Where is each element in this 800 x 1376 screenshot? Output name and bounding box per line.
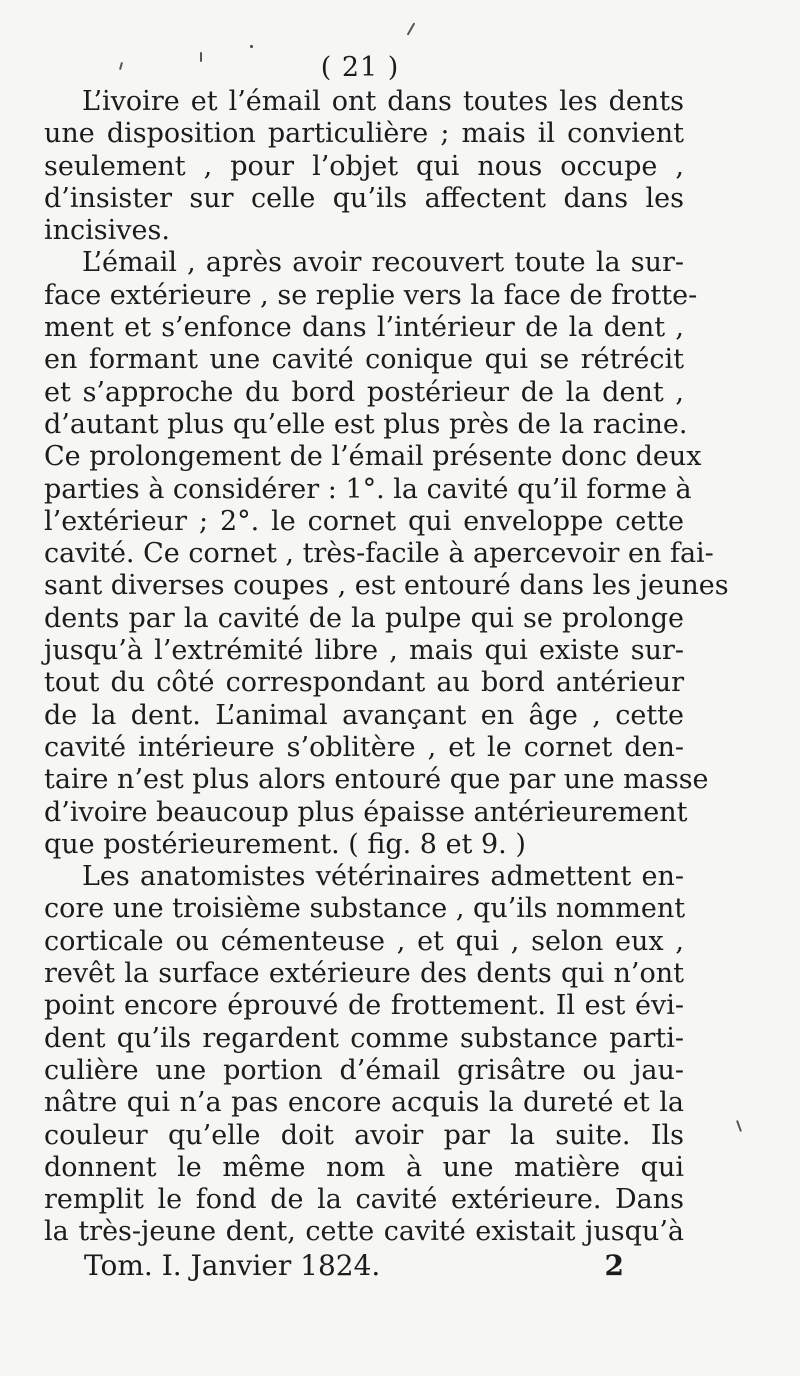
text-line: sant diverses coupes , est entouré dans les jeunes — [44, 570, 729, 602]
text-line: une disposition particulière ; mais il convient — [44, 118, 684, 150]
text-line: face extérieure , se replie vers la face de frotte- — [44, 279, 698, 311]
text-line: culière une portion d’émail grisâtre ou jau- — [44, 1054, 684, 1086]
text-line: d’autant plus qu’elle est plus près de la racine. — [44, 408, 688, 440]
signature-mark: 2 — [604, 1249, 624, 1282]
text-line: jusqu’à l’extrémité libre , mais qui existe sur- — [44, 635, 684, 667]
text-line: taire n’est plus alors entouré que par une masse — [44, 764, 709, 796]
text-line: L’ivoire et l’émail ont dans toutes les dents — [82, 86, 684, 117]
text-line: que postérieurement. ( fig. 8 et 9. ) — [44, 828, 526, 860]
text-line: dent qu’ils regardent comme substance parti- — [44, 1022, 684, 1054]
text-line: seulement , pour l’objet qui nous occupe , — [44, 150, 684, 182]
text-line: l’extérieur ; 2°. le cornet qui enveloppe cette — [44, 505, 684, 537]
page-number: ( 21 ) — [320, 52, 400, 83]
text-line: dents par la cavité de la pulpe qui se prolonge — [44, 602, 684, 634]
text-line: Les anatomistes vétérinaires admettent en- — [82, 861, 684, 893]
text-line: nâtre qui n’a pas encore acquis la dureté et la — [44, 1087, 684, 1119]
text-line: de la dent. L’animal avançant en âge , cette — [44, 699, 684, 731]
text-line: L’émail , après avoir recouvert toute la sur- — [82, 247, 684, 279]
text-line: revêt la surface extérieure des dents qui n’ont — [44, 958, 684, 990]
text-line: parties à considérer : 1°. la cavité qu’il forme à — [44, 473, 692, 505]
text-line: incisives. — [44, 215, 170, 247]
text-line: remplit le fond de la cavité extérieure. Dans — [44, 1184, 684, 1216]
body-text — [44, 86, 729, 1249]
text-line: donnent le même nom à une matière qui — [44, 1151, 684, 1183]
text-line: Ce prolongement de l’émail présente donc deux — [44, 441, 702, 473]
text-line: tout du côté correspondant au bord antérieur — [44, 667, 684, 699]
text-line: d’insister sur celle qu’ils affectent dans les — [44, 182, 684, 214]
text-line: corticale ou cémenteuse , et qui , selon eux , — [44, 925, 684, 957]
text-line: cavité intérieure s’oblitère , et le cornet den- — [44, 731, 684, 763]
text-line: en formant une cavité conique qui se rétrécit — [44, 344, 684, 376]
text-line: couleur qu’elle doit avoir par la suite. Ils — [44, 1119, 684, 1151]
text-line: et s’approche du bord postérieur de la dent , — [44, 376, 684, 408]
volume-date: Tom. I. Janvier 1824. — [84, 1249, 381, 1282]
page-footer — [84, 1248, 624, 1284]
text-line: la très-jeune dent, cette cavité existait jusqu’à — [44, 1216, 684, 1248]
text-line: cavité. Ce cornet , très-facile à apercevoir en fai- — [44, 538, 714, 570]
text-line: point encore éprouvé de frottement. Il est évi- — [44, 990, 684, 1022]
text-line: core une troisième substance , qu’ils nomment — [44, 893, 686, 925]
text-line: d’ivoire beaucoup plus épaisse antérieurement — [44, 796, 688, 828]
text-line: ment et s’enfonce dans l’intérieur de la dent , — [44, 312, 684, 344]
